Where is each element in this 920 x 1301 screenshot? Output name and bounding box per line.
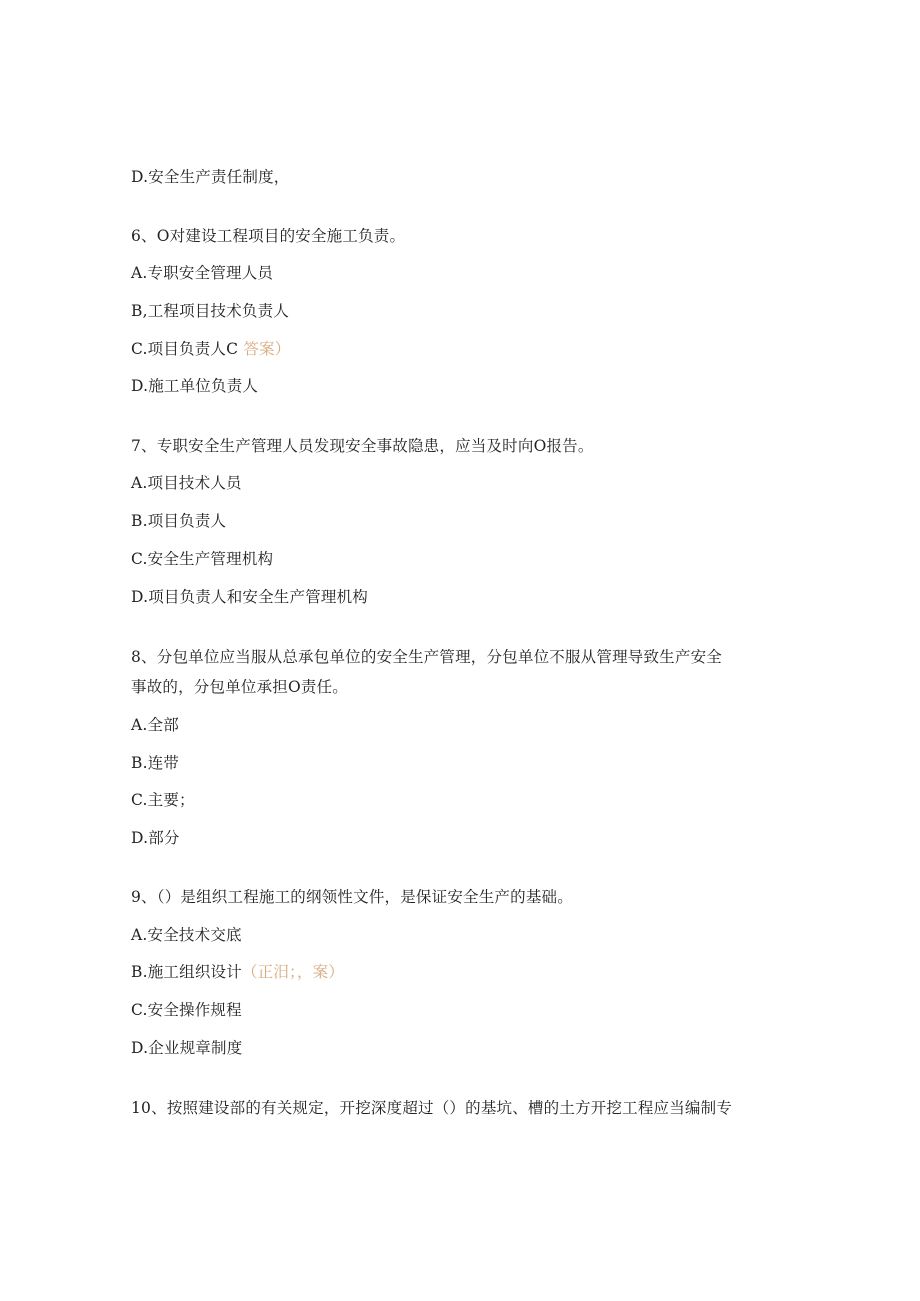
question-10: 10、按照建设部的有关规定，开挖深度超过（）的基坑、槽的土方开挖工程应当编制专 bbox=[131, 1099, 733, 1117]
option-c-q6-text: C.项目负责人C bbox=[131, 340, 239, 358]
option-b-q9 bbox=[131, 962, 344, 982]
question-8-line-2: 事故的，分包单位承担O责任。 bbox=[131, 678, 349, 696]
option-a-q6: A.专职安全管理人员 bbox=[131, 264, 274, 282]
option-a-q7: A.项目技术人员 bbox=[131, 474, 242, 492]
question-6: 6、O对建设工程项目的安全施工负责。 bbox=[131, 227, 406, 245]
option-b-q6: B,工程项目技术负责人 bbox=[131, 302, 290, 320]
option-c-q9: C.安全操作规程 bbox=[131, 1001, 242, 1019]
question-7: 7、专职安全生产管理人员发现安全事故隐患，应当及时向O报告。 bbox=[131, 437, 594, 455]
answer-mark-q6: 答案） bbox=[243, 340, 291, 358]
answer-mark-q9: （正汨；，案） bbox=[241, 963, 345, 981]
question-8-line-1: 8、分包单位应当服从总承包单位的安全生产管理，分包单位不服从管理导致生产安全 bbox=[131, 648, 722, 666]
option-c-q8: C.主要； bbox=[131, 791, 195, 809]
option-d-q9: D.企业规章制度 bbox=[131, 1039, 243, 1057]
option-d-q6: D.施工单位负责人 bbox=[131, 377, 259, 395]
option-d-q7: D.项目负责人和安全生产管理机构 bbox=[131, 588, 369, 606]
option-b-q8: B.连带 bbox=[131, 754, 180, 772]
option-d-q8: D.部分 bbox=[131, 829, 180, 847]
option-b-q9-text: B.施工组织设计 bbox=[131, 963, 242, 981]
option-a-q8: A.全部 bbox=[131, 716, 179, 734]
option-a-q9: A.安全技术交底 bbox=[131, 926, 242, 944]
option-c-q6 bbox=[131, 339, 290, 359]
option-b-q7: B.项目负责人 bbox=[131, 512, 227, 530]
question-9: 9、（）是组织工程施工的纲领性文件，是保证安全生产的基础。 bbox=[131, 888, 573, 906]
option-c-q7: C.安全生产管理机构 bbox=[131, 550, 274, 568]
option-d-q5: D.安全生产责任制度， bbox=[131, 168, 290, 186]
